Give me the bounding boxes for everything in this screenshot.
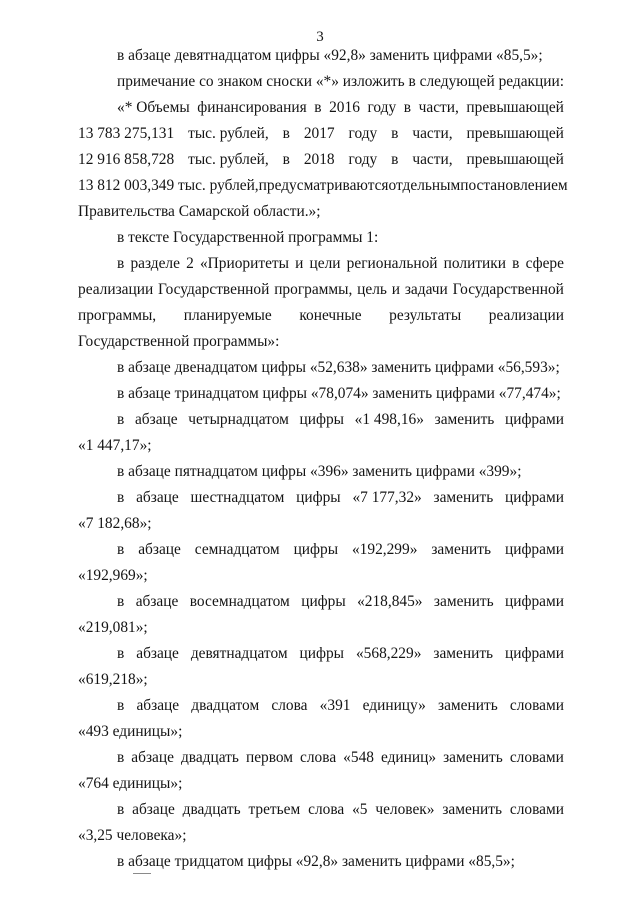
text-line: Государственной программы»:: [78, 333, 280, 350]
text-line: в абзаце девятнадцатом цифры «92,8» заменить цифрами «85,5»;: [117, 47, 543, 64]
text-line: в абзаце шестнадцатом цифры «7 177,32» заменить цифрами: [117, 489, 564, 506]
text-line: «192,969»;: [78, 567, 148, 584]
text-line: реализации Государственной программы, цель и задачи Государственной: [78, 281, 564, 298]
text-line: «619,218»;: [78, 671, 148, 688]
text-line: «* Объемы финансирования в 2016 году в части, превышающей: [117, 99, 564, 116]
page-number: 3: [316, 29, 324, 45]
text-line: в абзаце четырнадцатом цифры «1 498,16» заменить цифрами: [117, 411, 564, 428]
text-line: «3,25 человека»;: [78, 827, 187, 844]
text-line: «764 единицы»;: [78, 775, 183, 792]
text-line: в абзаце пятнадцатом цифры «396» заменить цифрами «399»;: [117, 463, 522, 480]
text-line: Правительства Самарской области.»;: [78, 203, 321, 220]
text-line: в разделе 2 «Приоритеты и цели региональной политики в сфере: [117, 255, 564, 272]
text-line: 12 916 858,728 тыс. рублей, в 2018 году в части, превышающей: [78, 151, 564, 168]
text-line: в абзаце восемнадцатом цифры «218,845» заменить цифрами: [117, 593, 564, 610]
text-line: «493 единицы»;: [78, 723, 183, 740]
text-line: в абзаце двадцать первом слова «548 единиц» заменить словами: [117, 749, 564, 766]
text-line: в абзаце двадцатом слова «391 единицу» заменить словами: [117, 697, 564, 714]
text-line: в абзаце двенадцатом цифры «52,638» заменить цифрами «56,593»;: [117, 359, 560, 376]
text-line: «219,081»;: [78, 619, 148, 636]
text-line: в абзаце семнадцатом цифры «192,299» заменить цифрами: [117, 541, 564, 558]
text-line: 13 812 003,349 тыс. рублей, предусматриваются отдельным постановлением: [78, 177, 568, 194]
text-line: «1 447,17»;: [78, 437, 152, 454]
text-line: в тексте Государственной программы 1:: [117, 229, 379, 246]
scan-mark: [133, 873, 151, 874]
text-line: в абзаце тридцатом цифры «92,8» заменить цифрами «85,5»;: [117, 853, 515, 870]
text-line: в абзаце девятнадцатом цифры «568,229» заменить цифрами: [117, 645, 564, 662]
text-line: в абзаце тринадцатом цифры «78,074» заменить цифрами «77,474»;: [117, 385, 561, 402]
text-line: 13 783 275,131 тыс. рублей, в 2017 году в части, превышающей: [78, 125, 564, 142]
text-line: примечание со знаком сноски «*» изложить в следующей редакции:: [117, 73, 565, 90]
text-line: в абзаце двадцать третьем слова «5 человек» заменить словами: [117, 801, 564, 818]
text-line: «7 182,68»;: [78, 515, 152, 532]
text-line: программы, планируемые конечные результаты реализации: [78, 307, 564, 324]
